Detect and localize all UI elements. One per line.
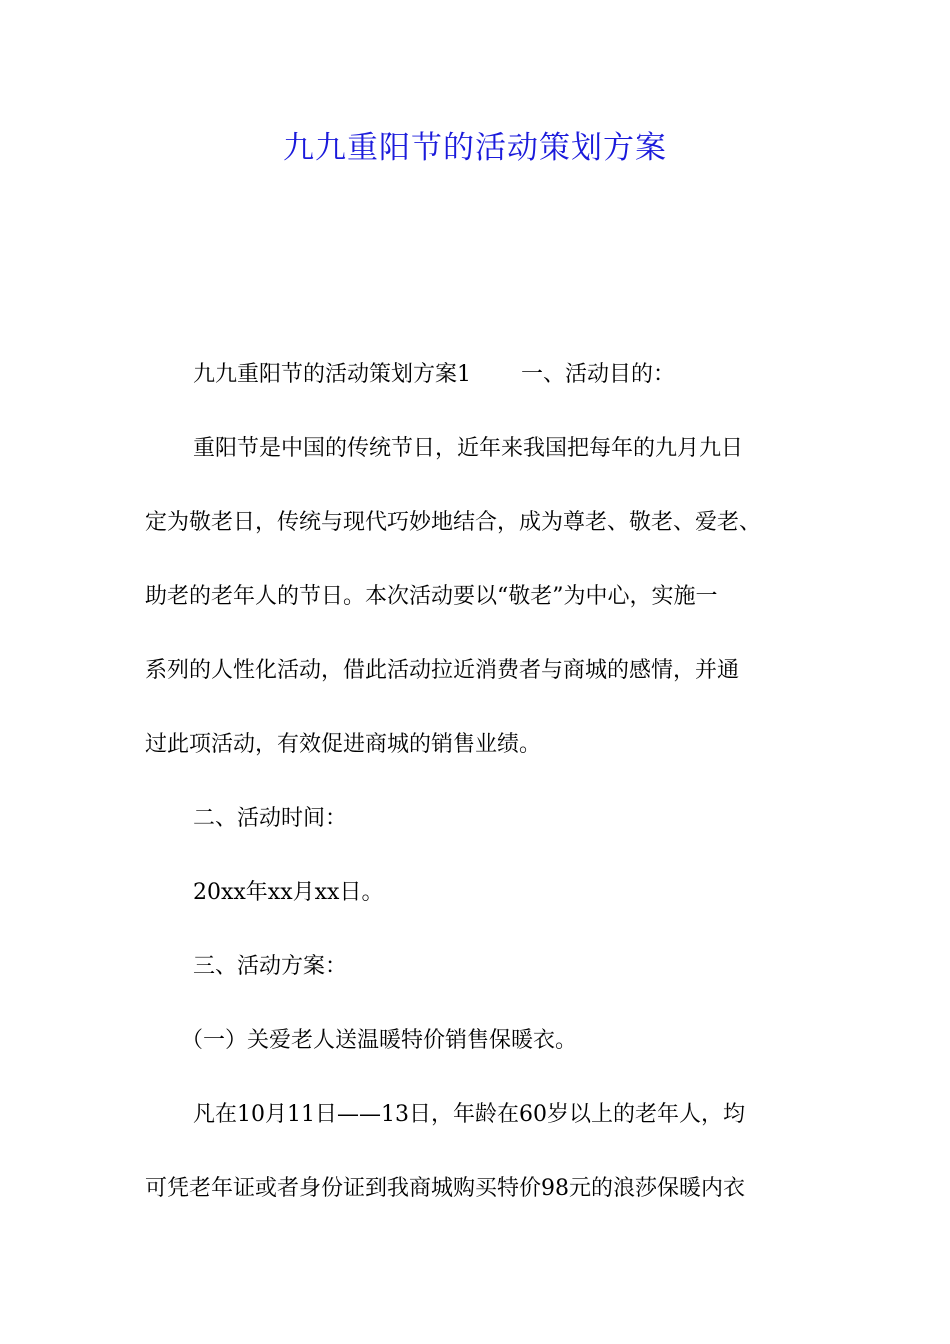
plan-item-heading: （一）关爱老人送温暖特价销售保暖衣。 (181, 1028, 578, 1053)
paragraph-line: 可凭老年证或者身份证到我商城购买特价98元的浪莎保暖内衣 (145, 1176, 745, 1201)
document-title: 九九重阳节的活动策划方案 (283, 130, 667, 166)
paragraph-line: 定为敬老日，传统与现代巧妙地结合，成为尊老、敬老、爱老、 (145, 510, 762, 535)
paragraph-line: 过此项活动，有效促进商城的销售业绩。 (145, 732, 542, 757)
section-heading-time: 二、活动时间： (193, 806, 348, 831)
paragraph-line: 助老的老年人的节日。本次活动要以“敬老”为中心，实施一 (145, 584, 718, 609)
paragraph-line: 系列的人性化活动，借此活动拉近消费者与商城的感情，并通 (145, 658, 740, 683)
plan-name: 九九重阳节的活动策划方案1 (193, 362, 471, 387)
document-body (145, 338, 835, 1226)
paragraph-line: 凡在10月11日——13日，年龄在60岁以上的老年人，均 (193, 1102, 745, 1127)
time-value: 20xx年xx月xx日。 (193, 880, 384, 905)
section-heading-purpose: 一、活动目的： (521, 362, 676, 387)
section-heading-line (145, 338, 835, 412)
paragraph-line: 重阳节是中国的传统节日，近年来我国把每年的九月九日 (193, 436, 744, 461)
section-heading-plan: 三、活动方案： (193, 954, 348, 979)
